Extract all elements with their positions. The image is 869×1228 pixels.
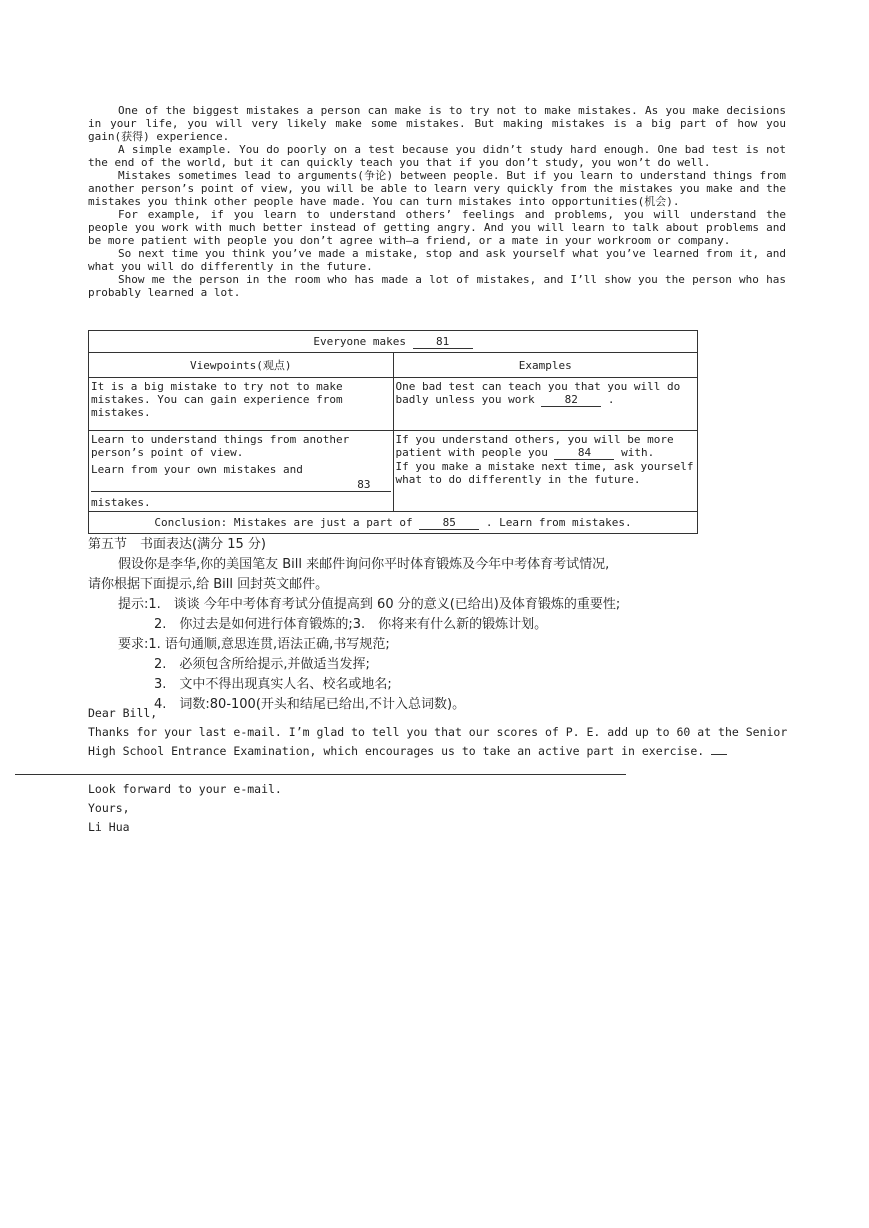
writing-line[interactable] — [15, 774, 626, 775]
writing-task — [88, 535, 788, 715]
answer-blank-81[interactable]: 81 — [413, 335, 473, 349]
column-header-viewpoints: Viewpoints(观点) — [89, 353, 394, 378]
viewpoint-text: Learn to understand things from another person’s point of view. — [91, 433, 350, 459]
requirement-item: 要求:1. 语句通顺,意思连贯,语法正确,书写规范; — [118, 637, 390, 652]
answer-blank-85[interactable]: 85 — [419, 516, 479, 530]
requirement-item: 3. 文中不得出现真实人名、校名或地名; — [154, 677, 392, 692]
table-title — [89, 331, 698, 353]
hint-item: 2. 你过去是如何进行体育锻炼的;3. 你将来有什么新的锻炼计划。 — [154, 617, 548, 632]
summary-table — [88, 330, 698, 534]
answer-blank-82[interactable]: 82 — [541, 393, 601, 407]
table-title-text: Everyone makes — [313, 334, 407, 348]
example-text-end: with. — [621, 446, 655, 459]
column-header-examples: Examples — [393, 353, 698, 378]
viewpoint-text: mistakes. — [91, 496, 151, 509]
viewpoint-text: It is a big mistake to try not to make mistakes. You can gain experience from mistakes. — [91, 380, 343, 419]
hint-item: 提示:1. 谈谈 今年中考体育考试分值提高到 60 分的意义(已给出)及体育锻炼的重要性; — [118, 597, 621, 612]
passage-paragraph: A simple example. You do poorly on a test because you didn’t study hard enough. One bad test is not the end of the world, but it can quickly teach you that if you don’t study, you won’t do well. — [88, 143, 786, 169]
prompt-text: 请你根据下面提示,给 Bill 回封英文邮件。 — [88, 577, 329, 592]
example-text: If you make a mistake next time, ask yourself what to do differently in the future. — [395, 460, 694, 486]
example-cell — [393, 378, 698, 431]
example-text: If you understand others, you will be more patient with people you — [395, 433, 674, 459]
answer-blank-83[interactable]: 83 — [91, 478, 391, 492]
viewpoint-text: Learn from your own mistakes and — [91, 463, 303, 476]
requirement-item: 4. 词数:80-100(开头和结尾已给出,不计入总词数)。 — [154, 697, 466, 712]
conclusion-cell — [89, 512, 698, 534]
letter-body: Thanks for your last e-mail. I’m glad to tell you that our scores of P. E. add up to 60 at the Senior — [88, 725, 788, 739]
passage-paragraph: One of the biggest mistakes a person can make is to try not to make mistakes. As you make decisions in your life, you will very likely make some mistakes. But making mistakes is a big part of how you gain(获得) experience. — [88, 104, 786, 143]
section-title: 第五节 书面表达(满分 15 分) — [88, 537, 266, 552]
passage-paragraph: Show me the person in the room who has made a lot of mistakes, and I’ll show you the person who has probably learned a lot. — [88, 273, 786, 299]
prompt-text: 假设你是李华,你的美国笔友 Bill 来邮件询问你平时体育锻炼及今年中考体育考试情况, — [118, 557, 610, 572]
conclusion-text: Conclusion: Mistakes are just a part of — [154, 515, 413, 529]
reading-passage — [88, 104, 786, 299]
example-text: One bad test can teach you that you will do badly unless you work — [395, 380, 681, 406]
letter — [88, 704, 788, 837]
viewpoint-cell — [89, 378, 394, 431]
viewpoint-cell — [89, 431, 394, 512]
writing-blank[interactable] — [711, 744, 727, 755]
answer-blank-84[interactable]: 84 — [554, 446, 614, 460]
conclusion-text-end: . Learn from mistakes. — [485, 515, 632, 529]
letter-closing: Look forward to your e-mail. — [88, 782, 282, 796]
letter-signature: Li Hua — [88, 820, 130, 834]
letter-body: High School Entrance Examination, which encourages us to take an active part in exercise. — [88, 742, 788, 761]
example-cell — [393, 431, 698, 512]
letter-closing: Yours, — [88, 801, 130, 815]
passage-paragraph: For example, if you learn to understand others’ feelings and problems, you will understand the people you work with much better instead of getting angry. And you will learn to talk about problems and be more patient with people you don’t agree with—a friend, or a mate in your workroom or company. — [88, 208, 786, 247]
passage-paragraph: Mistakes sometimes lead to arguments(争论) between people. But if you learn to understand things from another person’s point of view, you will be able to learn very quickly from the mistakes you make and the mistakes you think other people have made. You can turn mistakes into opportunities(机会). — [88, 169, 786, 208]
letter-greeting: Dear Bill, — [88, 706, 158, 720]
requirement-item: 2. 必须包含所给提示,并做适当发挥; — [154, 657, 370, 672]
example-text-end: . — [607, 393, 615, 406]
passage-paragraph: So next time you think you’ve made a mistake, stop and ask yourself what you’ve learned from it, and what you will do differently in the future. — [88, 247, 786, 273]
